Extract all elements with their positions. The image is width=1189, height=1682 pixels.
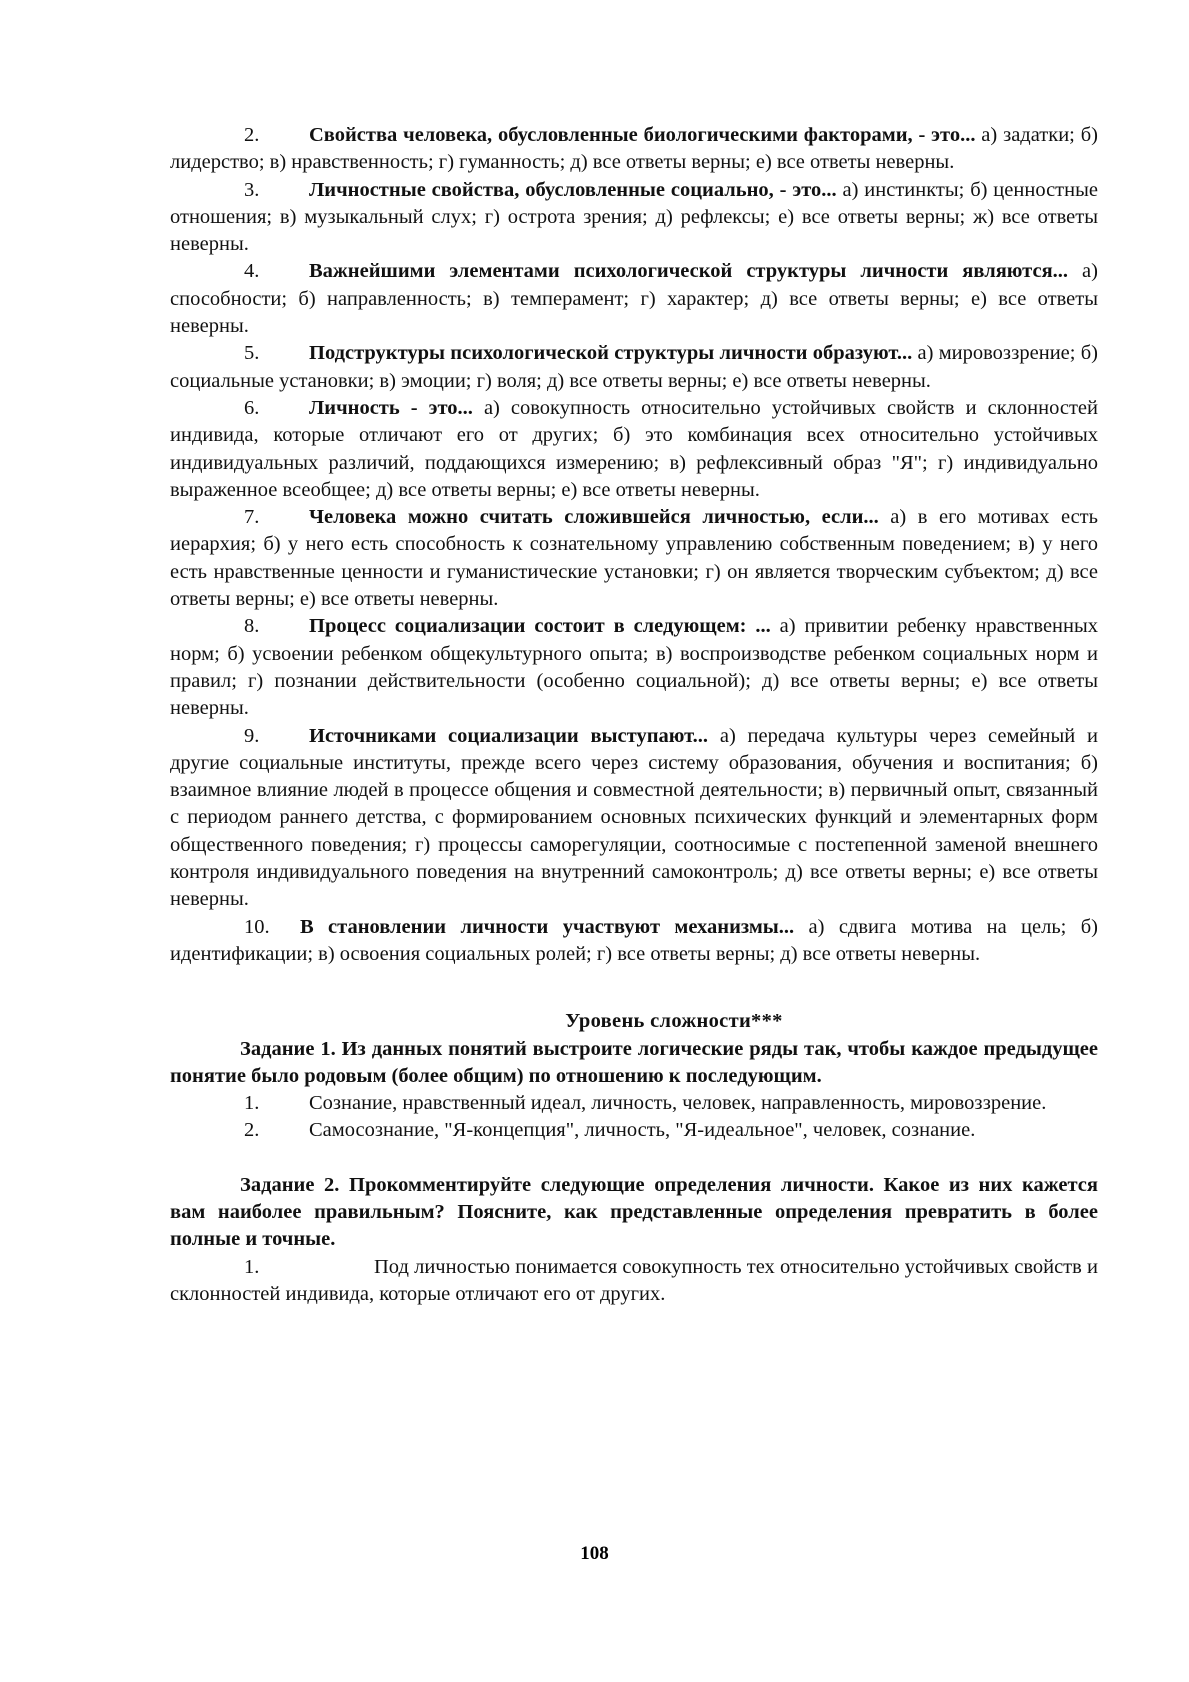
task-1-item-2 <box>170 1117 1098 1144</box>
question-lead: Подструктуры психологической структуры личности образуют... <box>309 342 913 365</box>
question-6 <box>170 395 1098 504</box>
question-lead: Процесс социализации состоит в следующем: ... <box>309 615 771 638</box>
task-1-item-1 <box>170 1090 1098 1117</box>
item-number: 1. <box>244 1255 260 1278</box>
item-text: Сознание, нравственный идеал, личность, человек, направленность, мировоззрение. <box>309 1092 1047 1115</box>
question-4 <box>170 258 1098 340</box>
question-lead: В становлении личности участвуют механизмы... <box>300 915 795 938</box>
question-number: 9. <box>244 724 260 747</box>
question-lead: Важнейшими элементами психологической структуры личности являются... <box>309 260 1069 283</box>
task-1-heading <box>170 1036 1098 1091</box>
question-lead: Источниками социализации выступают... <box>309 724 709 747</box>
question-options: а) сдвига мотива на цель; б) идентификации; в) освоения социальных ролей; г) все ответы верны; д) все ответы неверны. <box>170 915 1098 965</box>
question-number: 6. <box>244 396 260 419</box>
question-lead: Свойства человека, обусловленные биологическими факторами, - это... <box>309 124 976 146</box>
question-5 <box>170 340 1098 395</box>
question-number: 5. <box>244 342 260 365</box>
question-7 <box>170 504 1098 613</box>
question-lead: Личность - это... <box>309 396 473 419</box>
question-3 <box>170 177 1098 259</box>
question-lead: Личностные свойства, обусловленные социально, - это... <box>309 178 837 201</box>
question-options: а) способности; б) направленность; в) темперамент; г) характер; д) все ответы верны; е) все ответы неверны. <box>170 260 1098 338</box>
task-2-heading <box>170 1172 1098 1254</box>
question-number: 3. <box>244 178 260 201</box>
task-text: . Прокомментируйте следующие определения личности. Какое из них кажется вам наиболее правильным? Поясните, как представленные определения превратить в более полные и точные. <box>170 1173 1098 1251</box>
item-text: Самосознание, "Я-концепция", личность, "Я-идеальное", человек, сознание. <box>309 1119 976 1142</box>
question-9 <box>170 723 1098 914</box>
question-options: а) задатки; б) лидерство; в) нравственность; г) гуманность; д) все ответы верны; е) все ответы неверны. <box>170 124 1098 174</box>
task-text: Из данных понятий выстроите логические ряды так, чтобы каждое предыдущее понятие было родовым (более общим) по отношению к последующим. <box>170 1037 1098 1087</box>
question-number: 2. <box>244 124 260 146</box>
task-label: Задание 2 <box>240 1173 335 1196</box>
question-lead: Человека можно считать сложившейся личностью, если... <box>309 506 879 529</box>
question-options: а) в его мотивах есть иерархия; б) у него есть способность к сознательному управлению собственным поведением; в) у него есть нравственные ценности и гуманистические установки; г) он является творческим субъектом; д) все ответы верны; е) все ответы неверны. <box>170 506 1098 611</box>
page-content <box>170 122 1098 1308</box>
item-text: Под личностью понимается совокупность тех относительно устойчивых свойств и склонностей индивида, которые отличают его от других. <box>170 1255 1098 1305</box>
question-options: а) передача культуры через семейный и другие социальные институты, прежде всего через систему образования, обучения и воспитания; б) взаимное влияние людей в процессе общения и совместной деятельности; в) первичный опыт, связанный с периодом раннего детства, с формированием основных психических функций и элементарных форм общественного поведения; г) процессы саморегуляции, соотносимые с постепенной заменой внешнего контроля индивидуального поведения на внутренний самоконтроль; д) все ответы верны; е) все ответы неверны. <box>170 724 1098 911</box>
question-number: 4. <box>244 260 260 283</box>
item-number: 1. <box>244 1092 260 1115</box>
question-options: а) мировоззрение; б) социальные установки; в) эмоции; г) воля; д) все ответы верны; е) все ответы неверны. <box>170 342 1098 392</box>
question-options: а) совокупность относительно устойчивых свойств и склонностей индивида, которые отличают его от других; б) это комбинация всех относительно устойчивых индивидуальных различий, поддающихся измерению; в) рефлексивный образ "Я"; г) индивидуально выраженное всеобщее; д) все ответы верны; е) все ответы неверны. <box>170 396 1098 501</box>
question-10 <box>170 914 1098 969</box>
question-8 <box>170 613 1098 722</box>
difficulty-level-heading: Уровень сложности*** <box>565 1010 783 1033</box>
question-number: 7. <box>244 506 260 529</box>
question-number: 8. <box>244 615 260 638</box>
question-2 <box>170 122 1098 177</box>
task-2-item-1 <box>170 1254 1098 1309</box>
item-number: 2. <box>244 1119 260 1142</box>
question-options: а) привитии ребенку нравственных норм; б) усвоении ребенком общекультурного опыта; в) воспроизводстве ребенком социальных норм и правил; г) познании действительности (особенно социальной); д) все ответы верны; е) все ответы неверны. <box>170 615 1099 720</box>
question-number: 10. <box>244 915 270 938</box>
question-options: а) инстинкты; б) ценностные отношения; в) музыкальный слух; г) острота зрения; д) рефлексы; е) все ответы верны; ж) все ответы неверны. <box>170 178 1098 256</box>
page-number: 108 <box>580 1543 609 1564</box>
task-label: Задание 1. <box>240 1037 336 1060</box>
